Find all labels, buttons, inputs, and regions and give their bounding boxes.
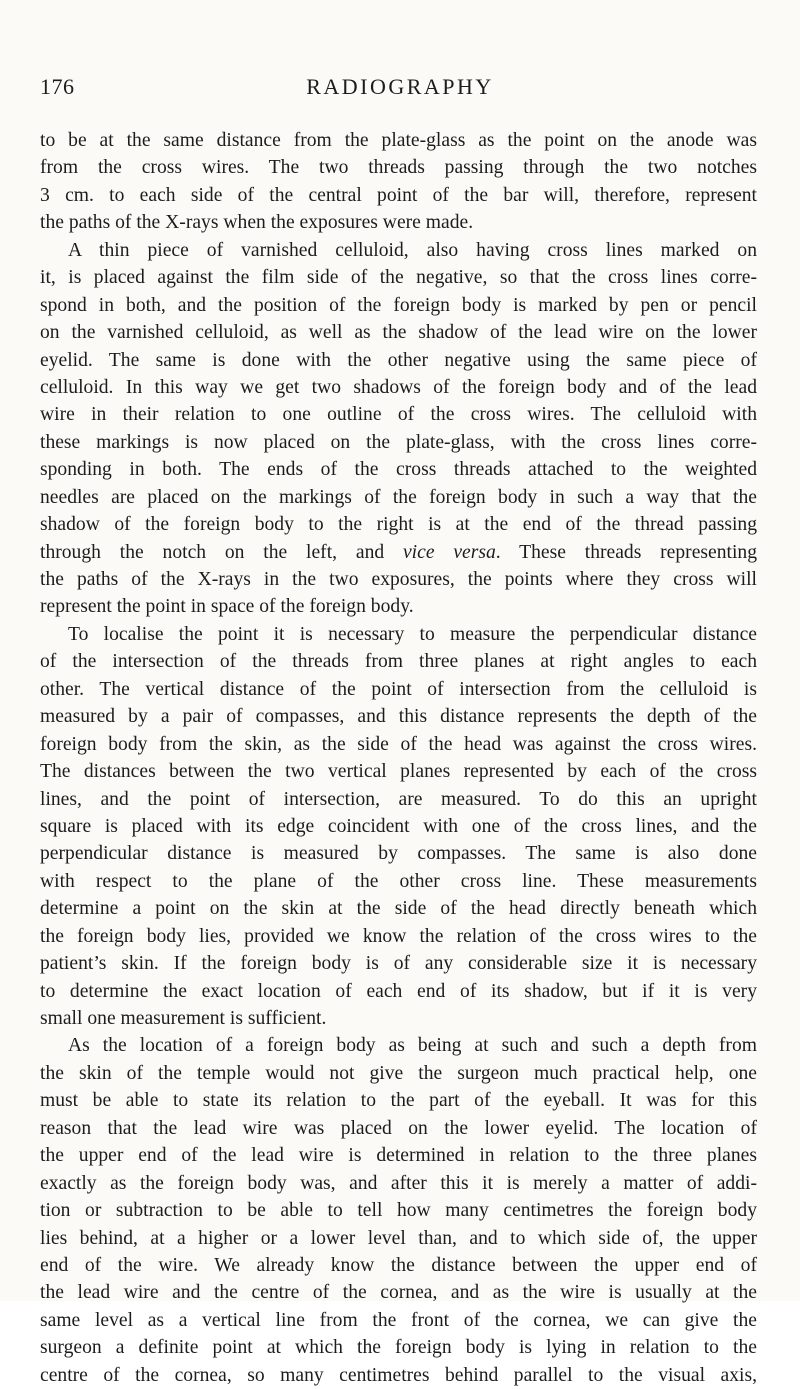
text-line: other. The vertical distance of the point of intersection from the celluloid is <box>40 678 757 700</box>
text-line: to be at the same distance from the plate-glass as the point on the anode was <box>40 130 757 151</box>
text-line: the upper end of the lead wire is determined in relation to the three planes <box>40 1145 757 1167</box>
text-line: lies behind, at a higher or a lower level than, and to which side of, the upper <box>40 1227 757 1249</box>
text-line: surgeon a definite point at which the foreign body is lying in relation to the <box>40 1337 757 1359</box>
text-line: foreign body from the skin, as the side of the head was against the cross wires. <box>40 733 757 755</box>
running-head: RADIOGRAPHY <box>306 74 494 99</box>
text-line: small one measurement is sufficient. <box>40 1008 327 1029</box>
text-line: spond in both, and the position of the foreign body is marked by pen or pencil <box>40 294 757 316</box>
text-line: determine a point on the skin at the side of the head directly beneath which <box>40 898 757 920</box>
text-segment: . These threads representing <box>495 541 757 563</box>
text-line: same level as a vertical line from the front of the cornea, we can give the <box>40 1309 757 1331</box>
text-line: centre of the cornea, so many centimetres behind parallel to the visual axis, <box>40 1364 757 1386</box>
text-line: the lead wire and the centre of the cornea, and as the wire is usually at the <box>40 1282 757 1304</box>
text-line: on the varnished celluloid, as well as the shadow of the lead wire on the lower <box>40 322 757 344</box>
body-text <box>40 127 757 1389</box>
text-line: represent the point in space of the foreign body. <box>40 596 414 618</box>
text-line: it, is placed against the film side of the negative, so that the cross lines corre- <box>40 267 757 289</box>
text-line: 3 cm. to each side of the central point of the bar will, therefore, represent <box>40 184 757 206</box>
text-line: perpendicular distance is measured by compasses. The same is also done <box>40 843 757 865</box>
text-line: shadow of the foreign body to the right is at the end of the thread passing <box>40 514 757 536</box>
text-line <box>40 539 757 566</box>
text-line: celluloid. In this way we get two shadows of the foreign body and of the lead <box>40 376 757 398</box>
text-line: measured by a pair of compasses, and this distance represents the depth of the <box>40 706 757 728</box>
text-line: end of the wire. We already know the distance between the upper end of <box>40 1254 757 1276</box>
text-line: the skin of the temple would not give the surgeon much practical help, one <box>40 1062 757 1084</box>
text-line: to determine the exact location of each end of its shadow, but if it is very <box>40 980 757 1002</box>
text-line: the foreign body lies, provided we know the relation of the cross wires to the <box>40 925 757 947</box>
text-line: reason that the lead wire was placed on the lower eyelid. The location of <box>40 1117 757 1139</box>
text-line: exactly as the foreign body was, and after this it is merely a matter of addi- <box>40 1172 757 1194</box>
italic-phrase: vice versa <box>402 541 496 563</box>
text-segment: through the notch on the left, and <box>40 541 403 563</box>
text-line: square is placed with its edge coincident with one of the cross lines, and the <box>40 815 757 837</box>
text-line: with respect to the plane of the other cross line. These measurements <box>40 870 757 892</box>
text-line: eyelid. The same is done with the other negative using the same piece of <box>40 349 757 371</box>
text-line: The distances between the two vertical planes represented by each of the cross <box>40 761 757 783</box>
page-header <box>40 74 760 104</box>
text-line: these markings is now placed on the plate-glass, with the cross lines corre- <box>40 431 757 453</box>
page-number: 176 <box>40 74 75 99</box>
text-line: lines, and the point of intersection, are measured. To do this an upright <box>40 788 757 810</box>
text-line: As the location of a foreign body as being at such and such a depth from <box>68 1035 757 1057</box>
text-line: A thin piece of varnished celluloid, also having cross lines marked on <box>68 239 757 261</box>
text-line: tion or subtraction to be able to tell how many centimetres the foreign body <box>40 1200 757 1222</box>
text-line: from the cross wires. The two threads passing through the two notches <box>40 157 757 179</box>
text-line: the paths of the X-rays when the exposures were made. <box>40 212 474 234</box>
text-line: must be able to state its relation to the part of the eyeball. It was for this <box>40 1090 757 1112</box>
text-line: To localise the point it is necessary to measure the perpendicular distance <box>68 623 757 645</box>
text-line: of the intersection of the threads from three planes at right angles to each <box>40 651 757 673</box>
text-line: wire in their relation to one outline of the cross wires. The celluloid with <box>40 404 757 426</box>
text-line: sponding in both. The ends of the cross threads attached to the weighted <box>40 459 757 481</box>
text-line: needles are placed on the markings of the foreign body in such a way that the <box>40 486 757 508</box>
text-line: the paths of the X-rays in the two exposures, the points where they cross will <box>40 569 757 590</box>
text-line: patient’s skin. If the foreign body is of any considerable size it is necessary <box>40 953 757 975</box>
